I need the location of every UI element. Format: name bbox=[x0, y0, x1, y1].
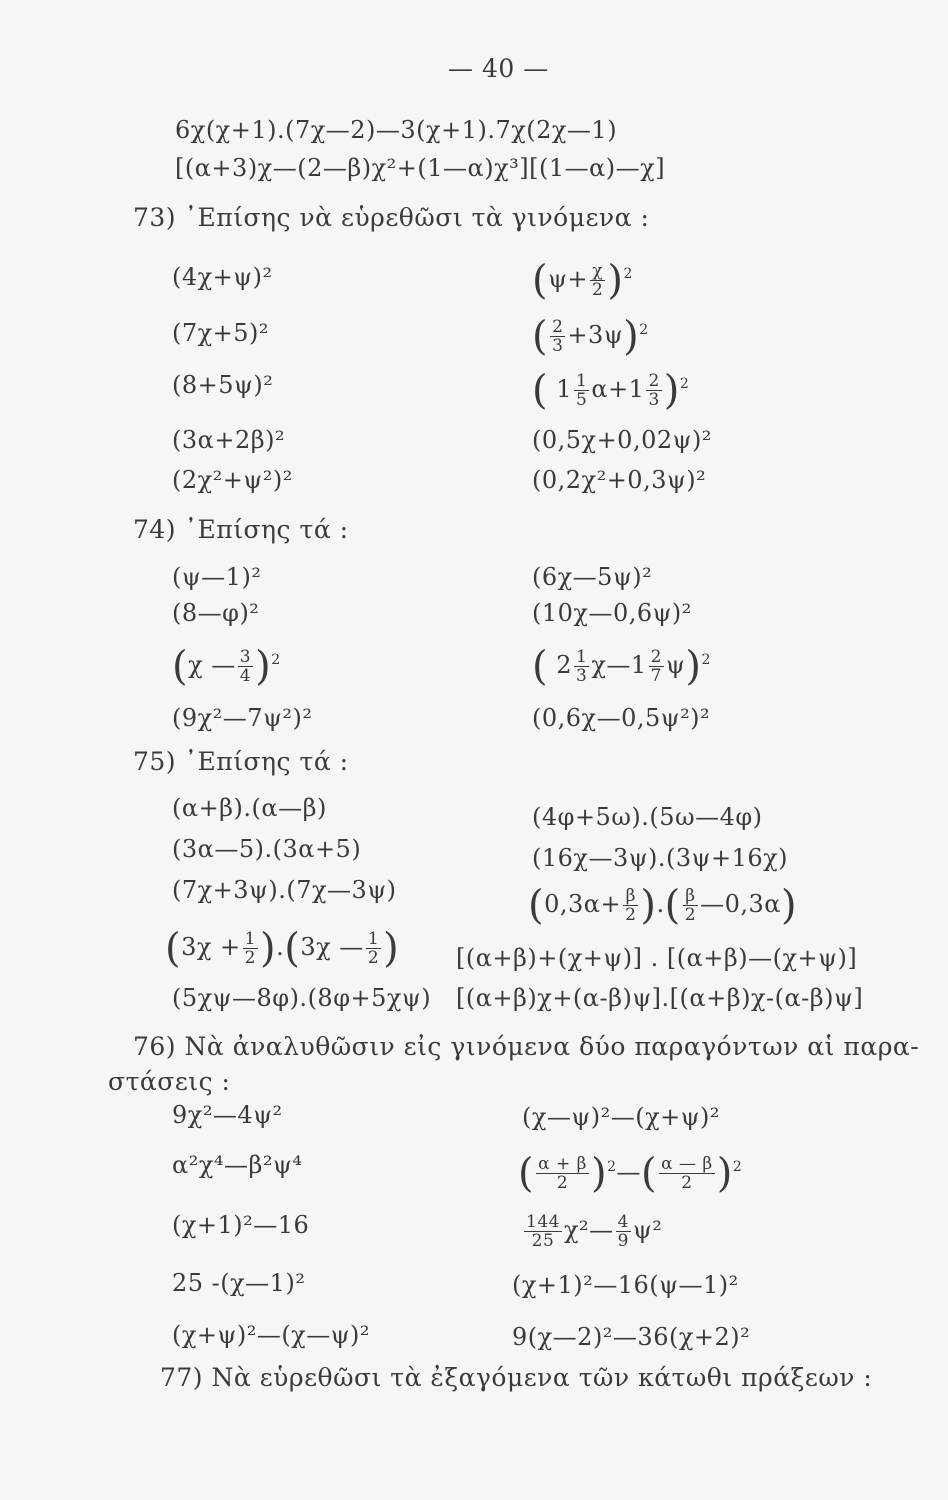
expression: 25 -(χ—1)² bbox=[172, 1269, 306, 1297]
expression: (χ+1)²—16(ψ—1)² bbox=[512, 1271, 739, 1299]
expression-fraction: ( $\frac{2}{3}$ +3ψ)$^2$ bbox=[532, 313, 649, 360]
exercise-75-heading: 75) ᾿Επίσης τά : bbox=[133, 747, 349, 776]
expression-fraction: (χ — $\frac{3}{4}$ )$^2$ bbox=[172, 643, 281, 690]
expression: (9χ²—7ψ²)² bbox=[172, 704, 313, 732]
expression: (10χ—0,6ψ)² bbox=[532, 599, 692, 627]
exercise-76-heading-continued: στάσεις : bbox=[108, 1067, 231, 1096]
expression: (4χ+ψ)² bbox=[172, 263, 273, 291]
expression: α²χ⁴—β²ψ⁴ bbox=[172, 1151, 303, 1179]
expression: (χ—ψ)²—(χ+ψ)² bbox=[522, 1103, 721, 1131]
expression: (6χ—5ψ)² bbox=[532, 563, 653, 591]
expression-fraction: $\frac{144}{25}$ χ²— $\frac{4}{9}$ ψ² bbox=[526, 1212, 663, 1251]
expression: 9χ²—4ψ² bbox=[172, 1101, 283, 1129]
expression: (3α+2β)² bbox=[172, 426, 286, 454]
expression: (χ+ψ)²—(χ—ψ)² bbox=[172, 1321, 371, 1349]
expression: (0,6χ—0,5ψ²)² bbox=[532, 704, 711, 732]
expression-fraction: ( 2 $\frac{1}{3}$ χ—1 $\frac{2}{7}$ ψ)$^2$ bbox=[532, 643, 711, 690]
expression: (5χψ—8φ).(8φ+5χψ) bbox=[172, 984, 432, 1012]
expression: 9(χ—2)²—36(χ+2)² bbox=[512, 1323, 751, 1351]
expression: (8+5ψ)² bbox=[172, 371, 274, 399]
expression: (2χ²+ψ²)² bbox=[172, 466, 293, 494]
expression: (16χ—3ψ).(3ψ+16χ) bbox=[532, 844, 789, 872]
expression: (4φ+5ω).(5ω—4φ) bbox=[532, 803, 763, 831]
expression: (ψ—1)² bbox=[172, 563, 262, 591]
expression-fraction: (ψ+ $\frac{\chi}{2}$ )$^2$ bbox=[532, 257, 633, 304]
expression-fraction: ( $\frac{\alpha + \beta}{2}$ )$^2$—( $\frac{\alpha — \beta}{2}$ )$^2$ bbox=[518, 1150, 743, 1197]
expression: (χ+1)²—16 bbox=[172, 1211, 310, 1239]
expression: (α+β).(α—β) bbox=[172, 794, 327, 822]
exercise-73-heading: 73) ᾿Επίσης νὰ εὑρεθῶσι τὰ γινόμενα : bbox=[133, 203, 650, 232]
expression: [(α+β)+(χ+ψ)] . [(α+β)—(χ+ψ)] bbox=[456, 944, 858, 972]
exercise-77-heading: 77) Νὰ εὑρεθῶσι τὰ ἐξαγόμενα τῶν κάτωθι πράξεων : bbox=[160, 1363, 873, 1392]
expression: (3α—5).(3α+5) bbox=[172, 835, 362, 863]
expression: (7χ+5)² bbox=[172, 319, 270, 347]
expression-fraction: (0,3α+ $\frac{\beta}{2}$ ).( $\frac{\beta}{2}$ —0,3α) bbox=[528, 882, 798, 929]
expression: (0,2χ²+0,3ψ)² bbox=[532, 466, 707, 494]
expression: (0,5χ+0,02ψ)² bbox=[532, 426, 712, 454]
expression-fraction: (3χ + $\frac{1}{2}$ ).(3χ — $\frac{1}{2}$ ) bbox=[165, 925, 400, 972]
expression: (8—φ)² bbox=[172, 599, 260, 627]
expression: (7χ+3ψ).(7χ—3ψ) bbox=[172, 876, 397, 904]
expression: [(α+β)χ+(α-β)ψ].[(α+β)χ-(α-β)ψ] bbox=[456, 984, 864, 1012]
expression-fraction: ( 1 $\frac{1}{5}$ α+1 $\frac{2}{3}$ )$^2$ bbox=[532, 367, 690, 414]
exercise-74-heading: 74) ᾿Επίσης τά : bbox=[133, 515, 349, 544]
expression-line: 6χ(χ+1).(7χ—2)—3(χ+1).7χ(2χ—1) bbox=[175, 116, 618, 144]
exercise-76-heading: 76) Νὰ ἀναλυθῶσιν εἰς γινόμενα δύο παραγόντων αἱ παρα- bbox=[133, 1032, 920, 1061]
page-number: — 40 — bbox=[448, 54, 549, 83]
expression-line: [(α+3)χ—(2—β)χ²+(1—α)χ³][(1—α)—χ] bbox=[175, 154, 666, 182]
